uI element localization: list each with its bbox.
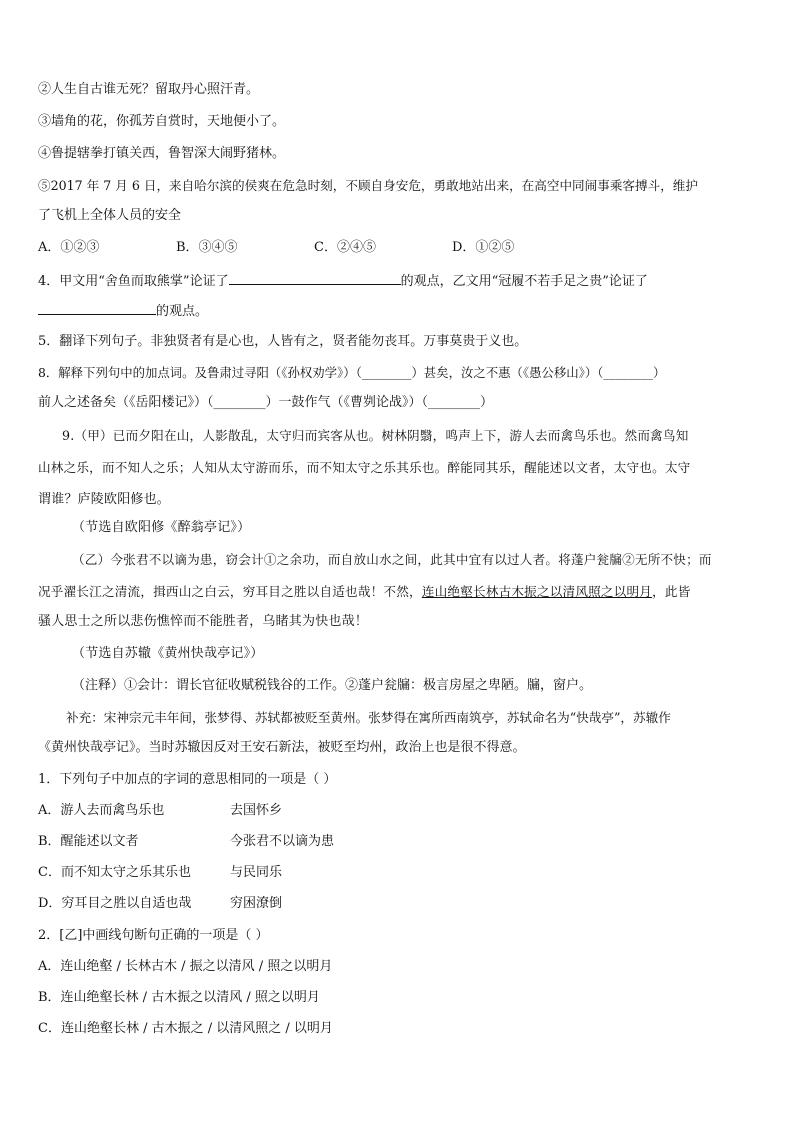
q9-yi-line1: （乙）今张君不以谪为患，窃会计①之余功，而自放山水之间，此其中宜有以过人者。将蓬户瓮牖②无所不快；而: [72, 552, 712, 567]
option-d[interactable]: D．①②⑤: [452, 240, 515, 255]
q4-text-3: 的观点。: [156, 304, 209, 319]
q9-jia-line1: 9.（甲）已而夕阳在山，人影散乱，太守归而宾客从也。树林阴翳，鸣声上下，游人去而禽鸟乐也。然而禽鸟知: [62, 428, 689, 443]
sub1-stem: 1．下列句子中加点的字词的意思相同的一项是（ ）: [38, 772, 337, 787]
sub1-option-b[interactable]: [38, 832, 756, 852]
sub1-option-a[interactable]: [38, 801, 756, 821]
q3-item-4: ④鲁提辖拳打镇关西，鲁智深大闹野猪林。: [38, 146, 286, 161]
option-a[interactable]: A．①②③: [38, 240, 100, 255]
sub2-option-a[interactable]: A．连山绝壑 / 长林古木 / 振之以清风 / 照之以明月: [38, 959, 333, 974]
q9-yi-line3: 骚人思士之所以悲伤憔悴而不能胜者，乌睹其为快也哉！: [38, 614, 369, 629]
sub1-option-c[interactable]: [38, 863, 756, 883]
q3-item-5-cont: 了飞机上全体人员的安全: [38, 208, 182, 223]
q9-jia-source: （节选自欧阳修《醉翁亭记》）: [72, 520, 251, 535]
q9-yi-source: （节选自苏辙《黄州快哉亭记》）: [72, 646, 264, 661]
option-left: C．而不知太守之乐其乐也: [38, 865, 191, 880]
q4-line2: [38, 300, 756, 322]
q4-line1: [38, 270, 756, 292]
q9-yi-line2-a: 况乎濯长江之清流，揖西山之白云，穷耳目之胜以自适也哉！不然，: [38, 584, 422, 599]
q9-yi-line2-b: ，此皆: [652, 584, 691, 599]
q5-text: 5．翻译下列句子。非独贤者有是心也，人皆有之，贤者能勿丧耳。万事莫贵于义也。: [38, 334, 528, 349]
q4-text-2: 的观点，乙文用“冠履不若手足之贵”论证了: [400, 274, 648, 289]
q9-jia-line3: 谓谁？庐陵欧阳修也。: [38, 492, 171, 507]
q8-line1: 8．解释下列句中的加点词。及鲁肃过寻阳（《孙权劝学》）（________）甚矣，汝之不惠（《愚公移山》）（________）: [38, 365, 666, 380]
underlined-sentence: 连山绝壑长林古木振之以清风照之以明月: [421, 584, 653, 599]
option-right: 今张君不以谪为患: [230, 834, 335, 849]
q8-line2: 前人之述备矣（《岳阳楼记》）（________）一鼓作气（《曹刿论战》）（________）: [38, 395, 494, 410]
q3-item-5: ⑤2017 年 7 月 6 日，来自哈尔滨的侯爽在危急时刻，不顾自身安危，勇敢地站出来，在高空中同闹事乘客搏斗，维护: [38, 178, 698, 193]
sub2-stem: 2．[乙]中画线句断句正确的一项是（ ）: [38, 928, 269, 943]
sub1-option-d[interactable]: [38, 894, 756, 914]
option-left: D．穷耳目之胜以自适也哉: [38, 896, 192, 911]
option-b[interactable]: B．③④⑤: [176, 240, 238, 255]
option-left: B．醒能述以文者: [38, 834, 139, 849]
option-right: 与民同乐: [230, 865, 283, 880]
q4-blank-1[interactable]: [229, 270, 401, 285]
option-right: 去国怀乡: [230, 803, 283, 818]
sub2-option-c[interactable]: C．连山绝壑长林 / 古木振之 / 以清风照之 / 以明月: [38, 1021, 333, 1036]
q3-item-3: ③墙角的花，你孤芳自赏时，天地便小了。: [38, 114, 286, 129]
q9-yi-line2: [38, 582, 756, 602]
sub2-option-b[interactable]: B．连山绝壑长林 / 古木振之以清风 / 照之以明月: [38, 990, 320, 1005]
option-left: A．游人去而禽鸟乐也: [38, 803, 165, 818]
q4-blank-2[interactable]: [38, 300, 156, 315]
q9-supp-line1: 补充：宋神宗元丰年间，张梦得、苏轼都被贬至黄州。张梦得在寓所西南筑亭，苏轼命名为“快哉亭”，苏辙作: [66, 710, 671, 725]
q4-text-1: 4．甲文用“舍鱼而取熊掌”论证了: [38, 274, 229, 289]
q9-supp-line2: 《黄州快哉亭记》。当时苏辙因反对王安石新法，被贬至均州，政治上也是很不得意。: [38, 740, 526, 755]
q3-item-2: ②人生自古谁无死？留取丹心照汗青。: [38, 82, 260, 97]
option-c[interactable]: C．②④⑤: [314, 240, 376, 255]
q9-note: （注释）①会计：谓长官征收赋税钱谷的工作。②蓬户瓮牖：极言房屋之卑陋。牖，窗户。: [72, 678, 593, 693]
q9-jia-line2: 山林之乐，而不知人之乐；人知从太守游而乐，而不知太守之乐其乐也。醉能同其乐，醒能述以文者，太守也。太守: [38, 460, 691, 475]
option-right: 穷困潦倒: [230, 896, 283, 911]
